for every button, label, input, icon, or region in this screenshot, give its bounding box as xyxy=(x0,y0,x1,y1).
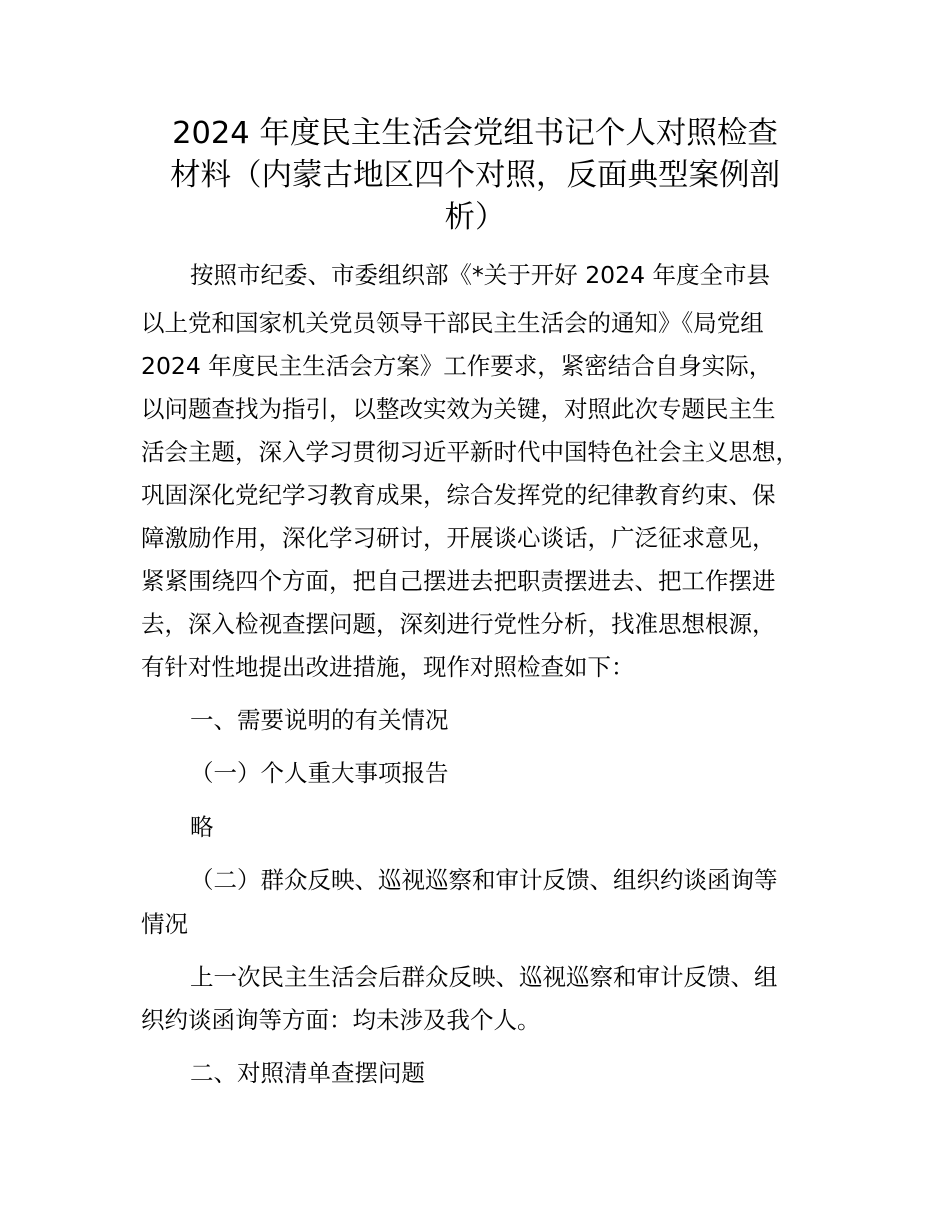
intro-paragraph-line: 障激励作用，深化学习研讨，开展谈心谈话，广泛征求意见， xyxy=(141,524,776,552)
section-2-heading: 二、对照清单查摆问题 xyxy=(190,1059,425,1087)
subsection-2-heading-line: （二）群众反映、巡视巡察和审计反馈、组织约谈函询等 xyxy=(190,866,778,894)
intro-paragraph-line: 以上党和国家机关党员领导干部民主生活会的通知》《局党组 xyxy=(141,309,764,337)
intro-paragraph-line: 紧紧围绕四个方面，把自己摆进去把职责摆进去、把工作摆进 xyxy=(141,567,776,595)
intro-paragraph-line: 巩固深化党纪学习教育成果，综合发挥党的纪律教育约束、保 xyxy=(141,481,776,509)
title-line: 材料（内蒙古地区四个对照，反面典型案例剖 xyxy=(170,158,780,193)
section-1-heading: 一、需要说明的有关情况 xyxy=(190,706,449,734)
intro-paragraph-line: 活会主题，深入学习贯彻习近平新时代中国特色社会主义思想， xyxy=(141,438,799,466)
intro-paragraph-line: 2024 年度民主生活会方案》工作要求，紧密结合自身实际， xyxy=(141,352,773,380)
intro-paragraph-line: 按照市纪委、市委组织部《*关于开好 2024 年度全市县 xyxy=(190,261,770,289)
intro-paragraph-line: 有针对性地提出改进措施，现作对照检查如下： xyxy=(141,653,635,681)
subsection-1-heading: （一）个人重大事项报告 xyxy=(190,759,449,787)
subsection-1-body: 略 xyxy=(190,813,214,841)
intro-paragraph-line: 去，深入检视查摆问题，深刻进行党性分析，找准思想根源， xyxy=(141,610,776,638)
title-line: 2024 年度民主生活会党组书记个人对照检查 xyxy=(172,116,778,151)
subsection-2-body-line: 上一次民主生活会后群众反映、巡视巡察和审计反馈、组 xyxy=(190,963,778,991)
title-line: 析） xyxy=(444,200,506,235)
subsection-2-body-line: 织约谈函询等方面：均未涉及我个人。 xyxy=(141,1006,541,1034)
intro-paragraph-line: 以问题查找为指引，以整改实效为关键，对照此次专题民主生 xyxy=(141,395,776,423)
document-title xyxy=(140,113,810,239)
subsection-2-heading-line: 情况 xyxy=(141,910,188,938)
